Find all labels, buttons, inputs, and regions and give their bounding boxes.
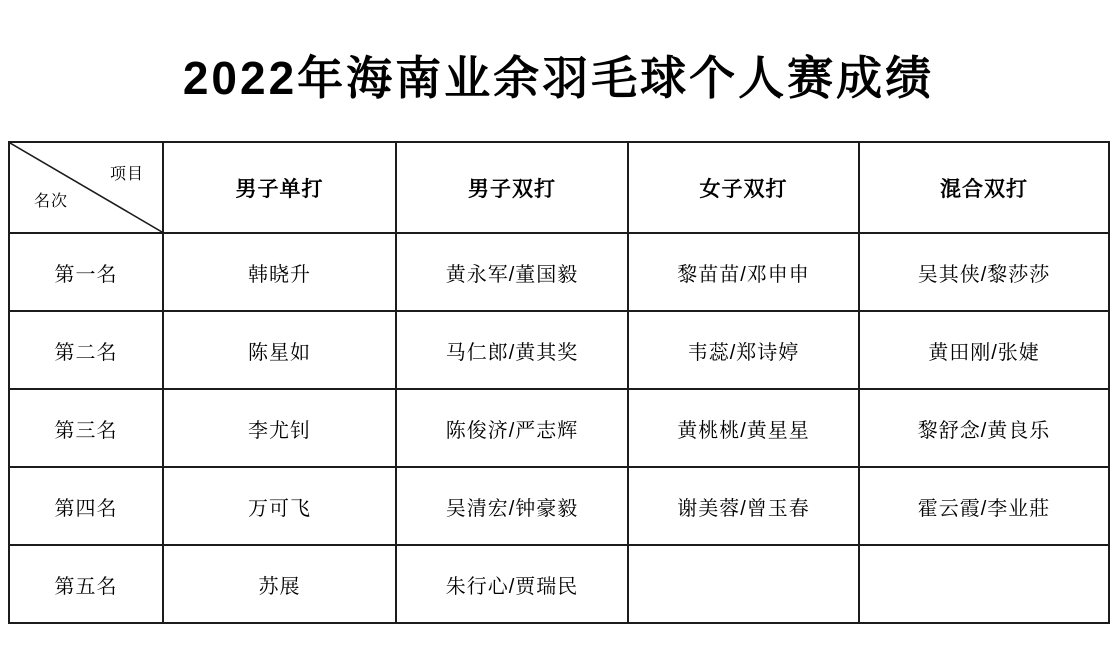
- column-header-mens-doubles: 男子双打: [396, 142, 628, 233]
- table-cell: 马仁郎/黄其奖: [396, 311, 628, 389]
- table-row: [9, 389, 1109, 467]
- rank-cell: 第二名: [9, 311, 163, 389]
- table-cell: 韩晓升: [163, 233, 396, 311]
- table-cell: 韦蕊/郑诗婷: [628, 311, 859, 389]
- page-title: 2022年海南业余羽毛球个人赛成绩: [182, 52, 935, 104]
- table-cell: 万可飞: [163, 467, 396, 545]
- diagonal-divider-line: [10, 143, 162, 232]
- rank-cell: 第一名: [9, 233, 163, 311]
- results-table: [8, 141, 1110, 624]
- corner-label-event: 项目: [109, 166, 144, 183]
- table-row: [9, 233, 1109, 311]
- column-header-mens-singles: 男子单打: [163, 142, 396, 233]
- table-cell: 朱行心/贾瑞民: [396, 545, 628, 623]
- table-cell: 霍云霞/李业莊: [859, 467, 1109, 545]
- table-cell: 陈俊济/严志辉: [396, 389, 628, 467]
- table-cell: 黎苗苗/邓申申: [628, 233, 859, 311]
- table-cell: 陈星如: [163, 311, 396, 389]
- corner-header-cell: [9, 142, 163, 233]
- corner-label-rank: 名次: [34, 193, 69, 210]
- header-row: [9, 142, 1109, 233]
- column-header-womens-doubles: 女子双打: [628, 142, 859, 233]
- table-cell: 谢美蓉/曾玉春: [628, 467, 859, 545]
- table-cell: 黎舒念/黄良乐: [859, 389, 1109, 467]
- table-cell: 黄桃桃/黄星星: [628, 389, 859, 467]
- rank-cell: 第三名: [9, 389, 163, 467]
- table-cell: 李尤钊: [163, 389, 396, 467]
- rank-cell: 第四名: [9, 467, 163, 545]
- table-cell: 吴清宏/钟豪毅: [396, 467, 628, 545]
- table-cell: 苏展: [163, 545, 396, 623]
- column-header-mixed-doubles: 混合双打: [859, 142, 1109, 233]
- rank-cell: 第五名: [9, 545, 163, 623]
- table-cell: 黄田刚/张婕: [859, 311, 1109, 389]
- table-cell: 吴其侠/黎莎莎: [859, 233, 1109, 311]
- table-row: [9, 311, 1109, 389]
- table-row: [9, 467, 1109, 545]
- table-cell: 黄永军/董国毅: [396, 233, 628, 311]
- table-cell: [628, 545, 859, 623]
- table-row: [9, 545, 1109, 623]
- table-cell: [859, 545, 1109, 623]
